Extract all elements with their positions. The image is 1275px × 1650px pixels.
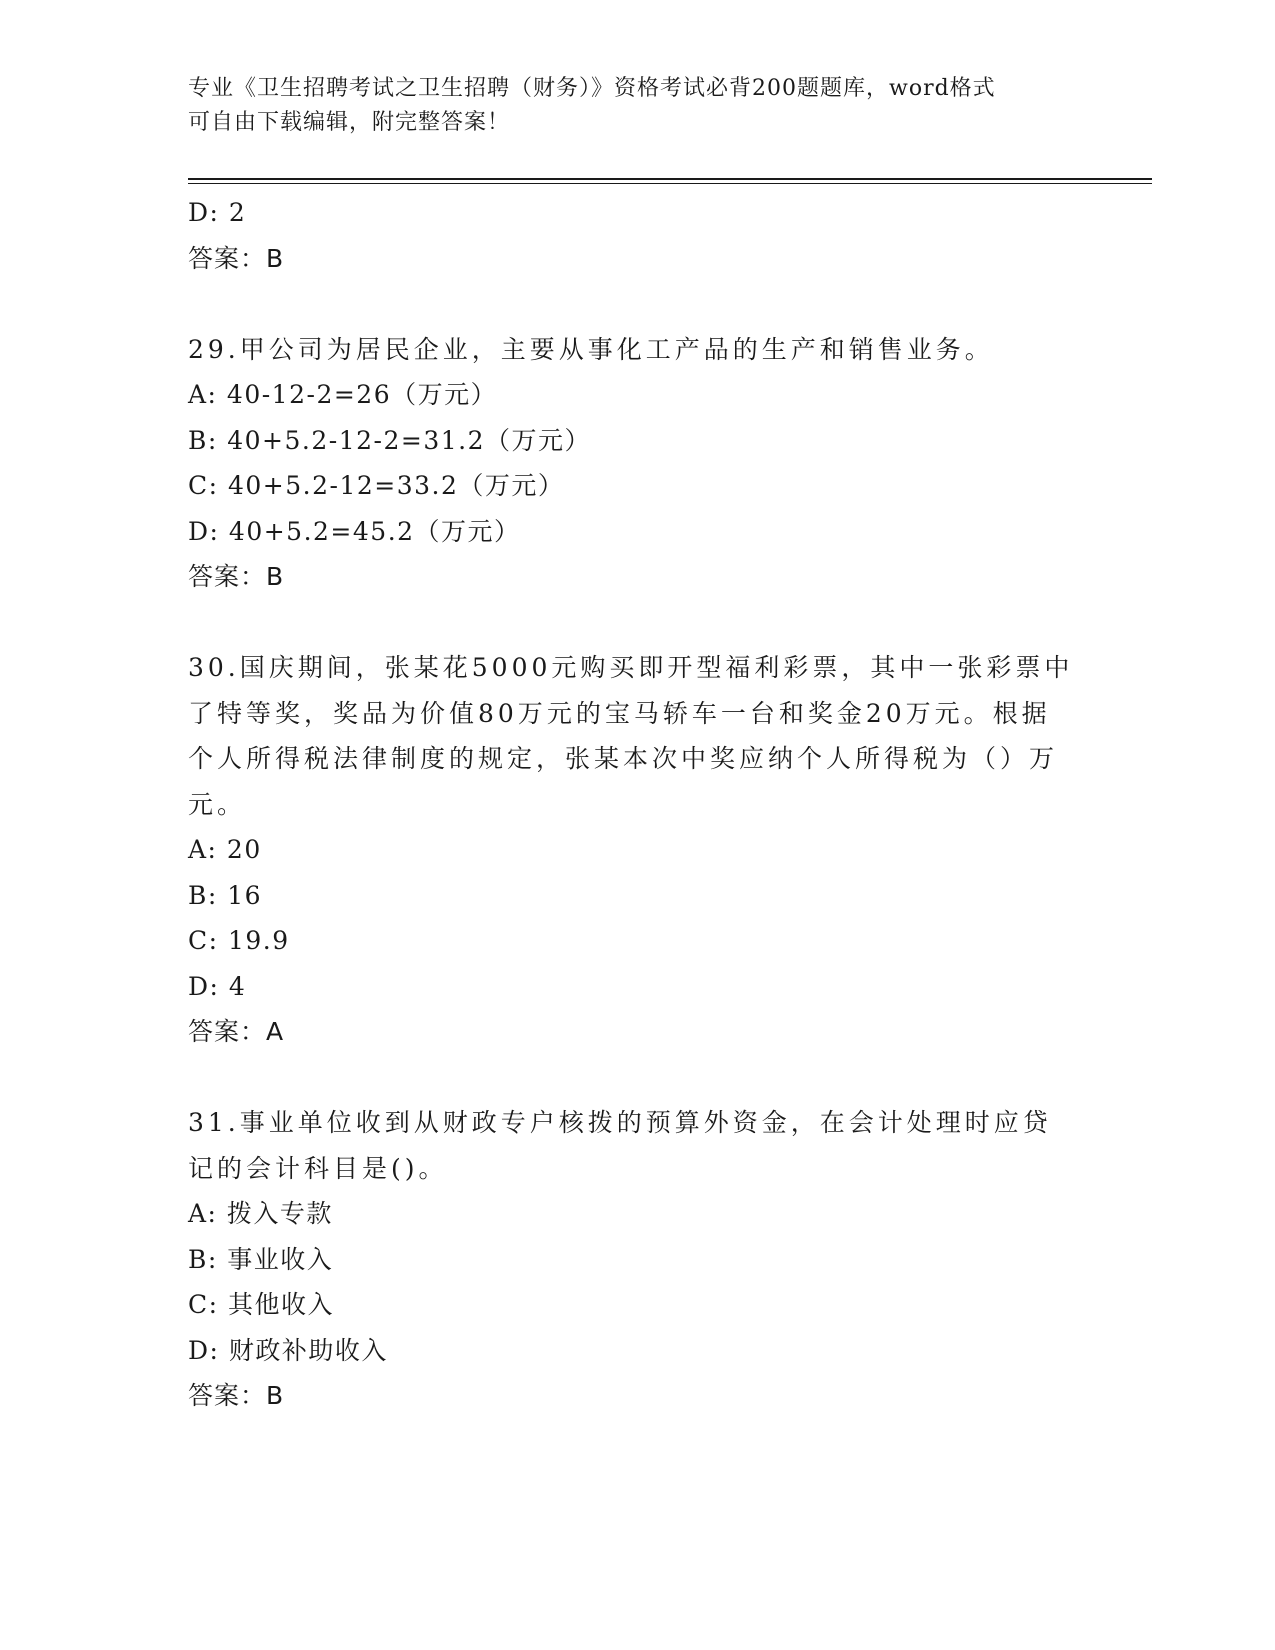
question-31 [188, 1100, 1088, 1419]
option-a: A: 拨入专款 [188, 1199, 333, 1228]
option-b: B: 事业收入 [188, 1244, 334, 1274]
option-a: A: 40-12-2=26（万元） [188, 380, 498, 409]
question-answer: 答案：A [188, 1017, 285, 1046]
option-c: C: 40+5.2-12=33.2（万元） [188, 471, 565, 500]
question-29 [188, 327, 1088, 600]
option-d: D: 4 [188, 971, 247, 1001]
document-header [188, 72, 1088, 140]
question-stem: 30.国庆期间，张某花5000元购买即开型福利彩票，其中一张彩票中了特等奖，奖品为价值80万元的宝马轿车一台和奖金20万元。根据个人所得税法律制度的规定，张某本次中奖应纳个人所得税为（）万元。 [188, 653, 1074, 819]
question-answer: 答案：B [188, 562, 285, 591]
option-c: C: 其他收入 [188, 1290, 334, 1319]
option-a: A: 20 [188, 835, 262, 864]
spacer [188, 1055, 1088, 1101]
option-d: D: 财政补助收入 [188, 1335, 388, 1365]
question-answer: 答案：B [188, 1381, 285, 1410]
option-c: C: 19.9 [188, 926, 290, 955]
header-line-2: 可自由下载编辑，附完整答案！ [188, 110, 511, 135]
option-b: B: 40+5.2-12-2=31.2（万元） [188, 425, 591, 455]
option-b: B: 16 [188, 880, 263, 910]
option-d: D: 40+5.2=45.2（万元） [188, 516, 521, 546]
header-divider-thin [188, 183, 1152, 184]
prev-question-answer: 答案：B [188, 243, 285, 273]
question-30 [188, 645, 1088, 1055]
question-stem: 29.甲公司为居民企业，主要从事化工产品的生产和销售业务。 [188, 334, 994, 364]
header-line-1: 专业《卫生招聘考试之卫生招聘（财务）》资格考试必背200题题库，word格式 [188, 76, 996, 101]
spacer [188, 600, 1088, 646]
prev-question-option-d: D: 2 [188, 198, 247, 227]
spacer [188, 281, 1088, 327]
question-list [188, 190, 1088, 1419]
question-stem: 31.事业单位收到从财政专户核拨的预算外资金，在会计处理时应贷记的会计科目是()。 [188, 1108, 1052, 1183]
header-divider-thick [188, 178, 1152, 180]
